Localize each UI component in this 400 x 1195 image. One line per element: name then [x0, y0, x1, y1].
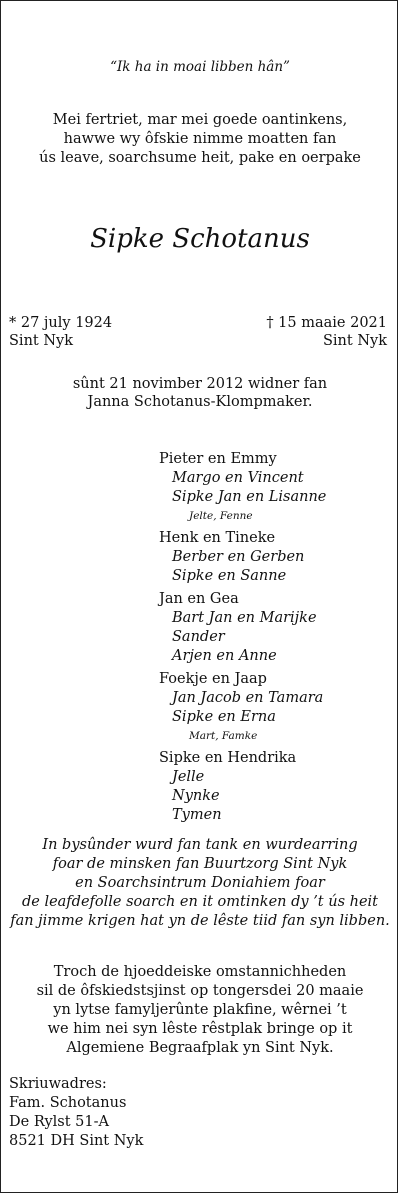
correspondence-address: [9, 1075, 143, 1151]
intro-text: [1, 111, 399, 168]
family-child: Sipke Jan en Lisanne: [172, 489, 327, 505]
family-child: Nynke: [172, 788, 220, 804]
death-place: Sint Nyk: [322, 333, 387, 349]
address-line: 8521 DH Sint Nyk: [9, 1133, 144, 1149]
widower-text: [1, 375, 399, 411]
family-group: [159, 670, 326, 745]
family-child: Sander: [172, 629, 225, 645]
family-child: Berber en Gerben: [172, 549, 305, 565]
deceased-name: Sipke Schotanus: [90, 224, 310, 254]
birth-date: * 27 july 1924: [9, 315, 113, 331]
family-grandchildren: Mart, Famke: [189, 730, 258, 742]
widower-line: Janna Schotanus-Klompmaker.: [87, 394, 313, 410]
notice-line: Algemiene Begraafplak yn Sint Nyk.: [66, 1040, 334, 1056]
family-child: Arjen en Anne: [172, 648, 277, 664]
family-parents: Pieter en Emmy: [159, 451, 277, 467]
family-list: [159, 450, 326, 829]
notice-line: sil de ôfskiedstsjinst op tongersdei 20 maaie: [36, 983, 364, 999]
family-child: Jelle: [172, 769, 205, 785]
thanks-text: [1, 836, 399, 931]
thanks-line: foar de minsken fan Buurtzorg Sint Nyk: [52, 856, 348, 872]
thanks-line: In bysûnder wurd fan tank en wurdearring: [42, 837, 358, 853]
family-grandchildren: Jelte, Fenne: [189, 510, 253, 522]
thanks-line: fan jimme krigen hat yn de lêste tiid fan syn libben.: [10, 913, 390, 929]
notice-line: yn lytse famyljerûnte plakfine, wêrnei ’t: [53, 1002, 347, 1018]
address-line: Fam. Schotanus: [9, 1095, 127, 1111]
family-child: Sipke en Erna: [172, 709, 276, 725]
family-group: [159, 450, 326, 525]
death-info: [266, 314, 387, 350]
thanks-line: de leafdefolle soarch en it omtinken dy ’t ús heit: [21, 894, 379, 910]
family-child: Tymen: [172, 807, 222, 823]
intro-line: hawwe wy ôfskie nimme moatten fan: [63, 131, 337, 147]
intro-line: ús leave, soarchsume heit, pake en oerpake: [39, 150, 361, 166]
family-child: Bart Jan en Marijke: [172, 610, 317, 626]
family-child: Jan Jacob en Tamara: [172, 690, 324, 706]
notice-line: we him nei syn lêste rêstplak bringe op it: [47, 1021, 353, 1037]
family-parents: Henk en Tineke: [159, 530, 276, 546]
birth-place: Sint Nyk: [9, 333, 74, 349]
family-group: [159, 749, 326, 825]
family-parents: Jan en Gea: [159, 591, 239, 607]
family-group: [159, 529, 326, 586]
family-child: Margo en Vincent: [172, 470, 304, 486]
family-parents: Sipke en Hendrika: [159, 750, 297, 766]
quote: “Ik ha in moai libben hân”: [110, 59, 290, 75]
birth-info: [9, 314, 112, 350]
address-line: De Rylst 51-A: [9, 1114, 110, 1130]
address-label: Skriuwadres:: [9, 1076, 107, 1092]
family-group: [159, 590, 326, 666]
widower-line: sûnt 21 novimber 2012 widner fan: [72, 376, 328, 392]
family-child: Sipke en Sanne: [172, 568, 287, 584]
funeral-notice: [1, 963, 399, 1058]
death-date: † 15 maaie 2021: [266, 315, 387, 331]
family-parents: Foekje en Jaap: [159, 671, 267, 687]
notice-line: Troch de hjoeddeiske omstannichheden: [53, 964, 347, 980]
intro-line: Mei fertriet, mar mei goede oantinkens,: [52, 112, 348, 128]
thanks-line: en Soarchsintrum Doniahiem foar: [75, 875, 325, 891]
